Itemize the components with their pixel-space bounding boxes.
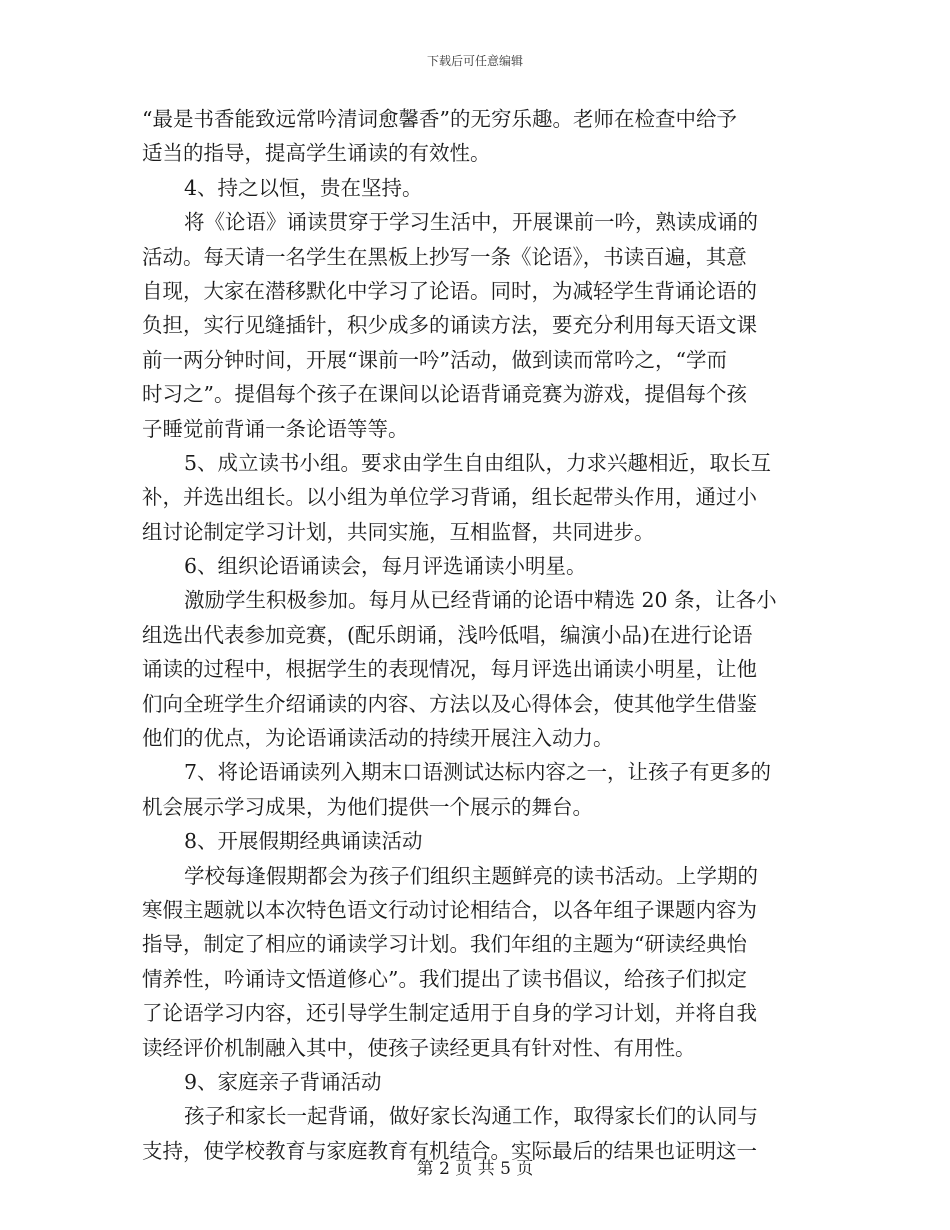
paragraph-first-line: 激励学生积极参加。每月从已经背诵的论语中精选 20 条，让各小	[184, 588, 777, 613]
page-header: 下载后可任意编辑	[426, 54, 523, 68]
paragraph-first-line: 7、将论语诵读列入期末口语测试达标内容之一，让孩子有更多的	[184, 760, 772, 785]
paragraph-line: 子睡觉前背诵一条论语等等。	[142, 416, 409, 441]
page-number: 第 2 页 共 5 页	[416, 1159, 534, 1179]
paragraph-line: 寒假主题就以本次特色语文行动讨论相结合，以各年组子课题内容为	[142, 897, 757, 922]
paragraph-line: 时习之”。提倡每个孩子在课间以论语背诵竞赛为游戏，提倡每个孩	[142, 382, 747, 407]
paragraph-first-line: 将《论语》诵读贯穿于学习生活中，开展课前一吟，熟读成诵的	[184, 210, 758, 235]
paragraph-first-line: 9、家庭亲子背诵活动	[184, 1069, 382, 1094]
paragraph-line: 指导，制定了相应的诵读学习计划。我们年组的主题为“研读经典怡	[142, 932, 747, 957]
paragraph-line: 们向全班学生介绍诵读的内容、方法以及心得体会，使其他学生借鉴	[142, 691, 757, 716]
paragraph-first-line: 8、开展假期经典诵读活动	[184, 829, 423, 854]
paragraph-first-line: 孩子和家长一起背诵，做好家长沟通工作，取得家长们的认同与	[184, 1104, 758, 1129]
paragraph-first-line: 6、组织论语诵读会，每月评选诵读小明星。	[184, 554, 587, 579]
paragraph-first-line: 4、持之以恒，贵在坚持。	[184, 175, 423, 200]
paragraph-line: “最是书香能致远常吟清词愈馨香”的无穷乐趣。老师在检查中给予	[142, 107, 737, 131]
paragraph-line: 情养性，吟诵诗文悟道修心”。我们提出了读书倡议，给孩子们拟定	[142, 966, 747, 991]
paragraph-line: 他们的优点，为论语诵读活动的持续开展注入动力。	[142, 726, 614, 751]
paragraph-line: 读经评价机制融入其中，使孩子读经更具有针对性、有用性。	[142, 1035, 696, 1060]
paragraph-line: 补，并选出组长。以小组为单位学习背诵，组长起带头作用，通过小	[142, 485, 757, 510]
paragraph-line: 自现，大家在潜移默化中学习了论语。同时，为减轻学生背诵论语的	[142, 278, 757, 303]
paragraph-line: 组选出代表参加竞赛，(配乐朗诵，浅吟低唱，编演小品)在进行论语	[142, 622, 753, 647]
paragraph-line: 机会展示学习成果，为他们提供一个展示的舞台。	[142, 794, 593, 819]
paragraph-line: 组讨论制定学习计划，共同实施，互相监督，共同进步。	[142, 519, 655, 544]
paragraph-line: 负担，实行见缝插针，积少成多的诵读方法，要充分利用每天语文课	[142, 313, 757, 338]
paragraph-line: 诵读的过程中，根据学生的表现情况，每月评选出诵读小明星，让他	[142, 657, 757, 682]
paragraph-line: 支持，使学校教育与家庭教育有机结合。实际最后的结果也证明这一	[142, 1138, 757, 1163]
paragraph-first-line: 学校每逢假期都会为孩子们组织主题鲜亮的读书活动。上学期的	[184, 863, 758, 888]
paragraph-line: 前一两分钟时间，开展“课前一吟”活动，做到读而常吟之，“学而	[142, 347, 727, 372]
document-body	[142, 102, 808, 1168]
paragraph-line: 适当的指导，提高学生诵读的有效性。	[142, 141, 491, 166]
paragraph-line: 了论语学习内容，还引导学生制定适用于自身的学习计划，并将自我	[142, 1001, 757, 1026]
paragraph-first-line: 5、成立读书小组。要求由学生自由组队，力求兴趣相近，取长互	[184, 450, 772, 475]
paragraph-line: 活动。每天请一名学生在黑板上抄写一条《论语》，书读百遍，其意	[142, 244, 747, 269]
